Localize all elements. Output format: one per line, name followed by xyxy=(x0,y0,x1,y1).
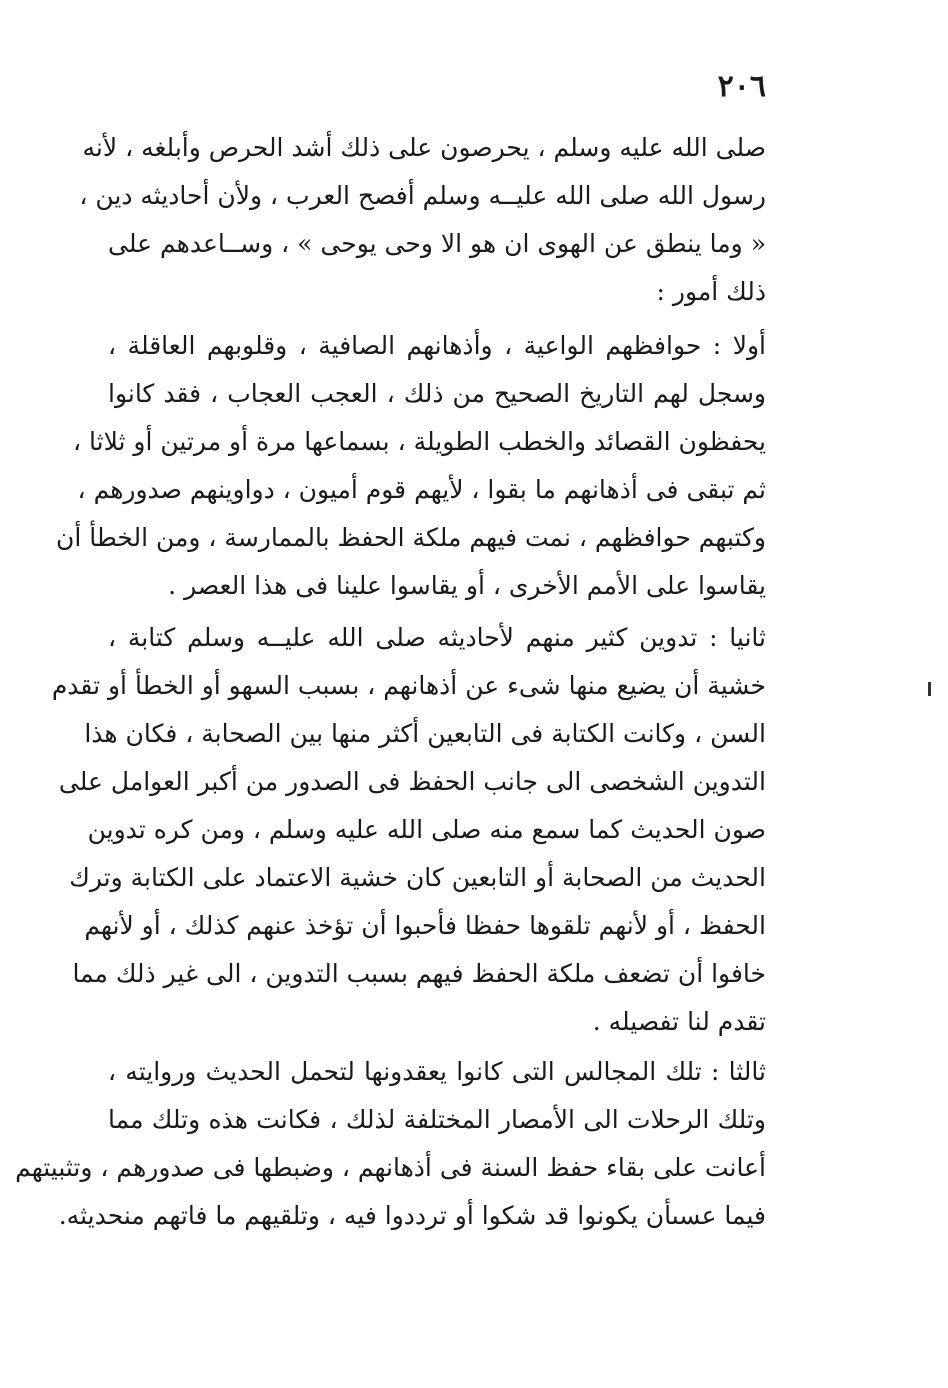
text-line: خشية أن يضيع منها شىء عن أذهانهم ، بسبب السهو أو الخطأ أو تقدم xyxy=(51,671,766,700)
text-line: وتلك الرحلات الى الأمصار المختلفة لذلك ، فكانت هذه وتلك مما xyxy=(108,1105,766,1134)
paragraph-4 xyxy=(15,1048,766,1240)
paragraph-3 xyxy=(51,614,766,1046)
text-line: الحفظ ، أو لأنهم تلقوها حفظا فأحبوا أن تؤخذ عنهم كذلك ، أو لأنهم xyxy=(84,911,766,940)
text-line: ثالثا : تلك المجالس التى كانوا يعقدونها لتحمل الحديث وروايته ، xyxy=(108,1057,766,1086)
text-line: ثم تبقى فى أذهانهم ما بقوا ، لأيهم قوم أميون ، دواوينهم صدورهم ، xyxy=(77,475,766,504)
text-line: التدوين الشخصى الى جانب الحفظ فى الصدور من أكبر العوامل على xyxy=(58,767,766,796)
text-line: صلى الله عليه وسلم ، يحرصون على ذلك أشد الحرص وأبلغه ، لأنه xyxy=(82,133,766,162)
text-line: فيما عسىأن يكونوا قد شكوا أو ترددوا فيه ، وتلقيهم ما فاتهم منحديثه. xyxy=(58,1201,766,1230)
text-line: ثانيا : تدوين كثير منهم لأحاديثه صلى الله عليــه وسلم كتابة ، xyxy=(108,623,766,652)
text-line: ذلك أمور : xyxy=(656,277,766,306)
text-line: الحديث من الصحابة أو التابعين كان خشية الاعتماد على الكتابة وترك xyxy=(69,863,766,892)
text-line: رسول الله صلى الله عليــه وسلم أفصح العرب ، ولأن أحاديثه دين ، xyxy=(79,181,766,210)
margin-mark xyxy=(928,682,931,696)
text-line: وكتبهم حوافظهم ، نمت فيهم ملكة الحفظ بالممارسة ، ومن الخطأ أن xyxy=(55,523,766,552)
text-line: يقاسوا على الأمم الأخرى ، أو يقاسوا علينا فى هذا العصر . xyxy=(168,571,766,600)
paragraph-1 xyxy=(79,124,766,316)
page-number: ٢٠٦ xyxy=(717,69,766,104)
text-line: « وما ينطق عن الهوى ان هو الا وحى يوحى » ، وســاعدهم على xyxy=(108,229,766,258)
text-line: خافوا أن تضعف ملكة الحفظ فيهم بسبب التدوين ، الى غير ذلك مما xyxy=(72,959,766,988)
text-line: السن ، وكانت الكتابة فى التابعين أكثر منها بين الصحابة ، فكان هذا xyxy=(84,719,766,748)
text-line: وسجل لهم التاريخ الصحيح من ذلك ، العجب العجاب ، فقد كانوا xyxy=(108,379,766,408)
text-line: صون الحديث كما سمع منه صلى الله عليه وسلم ، ومن كره تدوين xyxy=(87,815,766,844)
text-line: أعانت على بقاء حفظ السنة فى أذهانهم ، وضبطها فى صدورهم ، وتثبيتهم xyxy=(15,1153,766,1182)
paragraph-2 xyxy=(55,322,766,610)
text-line: يحفظون القصائد والخطب الطويلة ، بسماعها مرة أو مرتين أو ثلاثا ، xyxy=(73,427,766,456)
text-line: أولا : حوافظهم الواعية ، وأذهانهم الصافية ، وقلوبهم العاقلة ، xyxy=(108,331,766,360)
text-line: تقدم لنا تفصيله . xyxy=(592,1007,766,1036)
